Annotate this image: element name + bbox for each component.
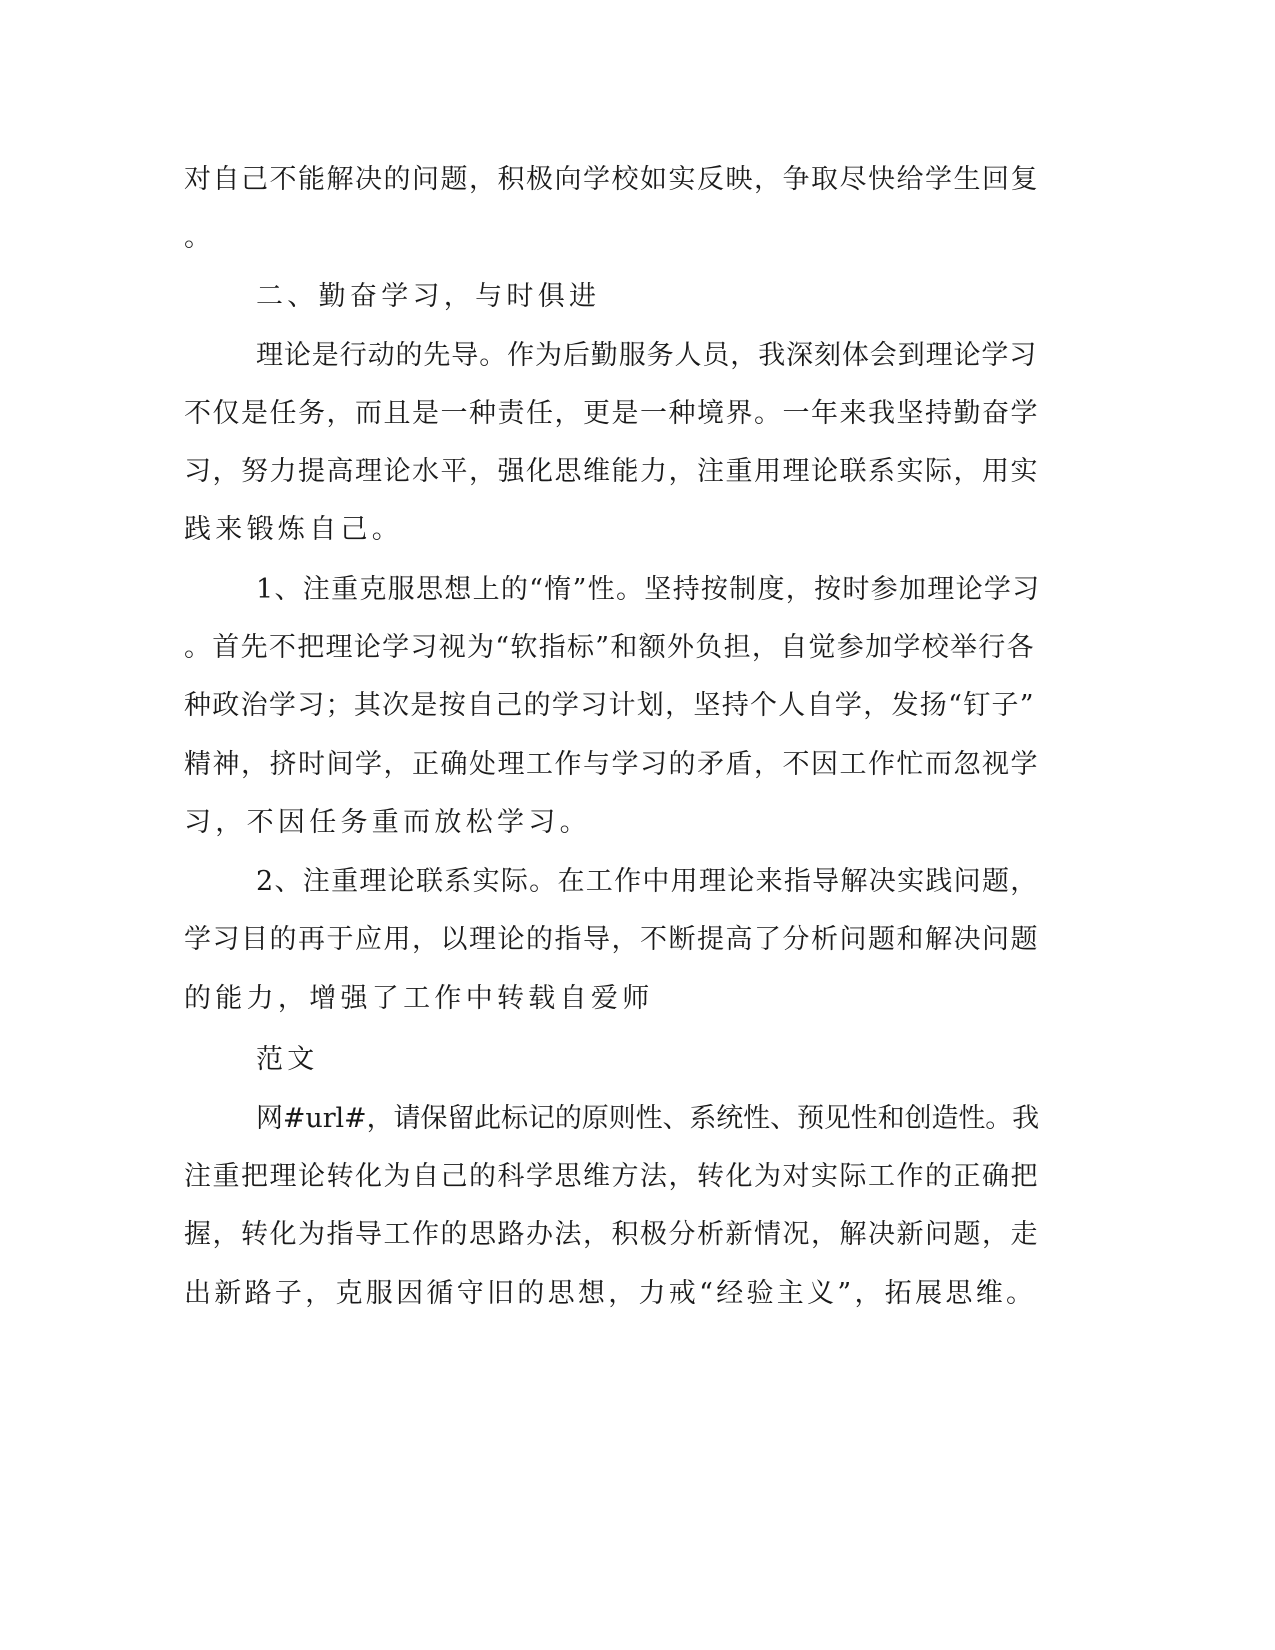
- text-line: 学习目的再于应用，以理论的指导，不断提高了分析问题和解决问题: [184, 924, 1039, 955]
- text-line: 种政治学习；其次是按自己的学习计划，坚持个人自学，发扬“钉子”: [184, 690, 1035, 721]
- text-line: 习，努力提高理论水平，强化思维能力，注重用理论联系实际，用实: [184, 456, 1039, 487]
- text-line: 握，转化为指导工作的思路办法，积极分析新情况，解决新问题，走: [184, 1219, 1039, 1250]
- text-line: 范文: [256, 1044, 319, 1075]
- text-line: 对自己不能解决的问题，积极向学校如实反映，争取尽快给学生回复: [184, 164, 1039, 195]
- text-line: 2、注重理论联系实际。在工作中用理论来指导解决实践问题，: [256, 866, 1039, 897]
- text-line: 网#url#，请保留此标记的原则性、系统性、预见性和创造性。我: [256, 1103, 1040, 1134]
- text-line: 精神，挤时间学，正确处理工作与学习的矛盾，不因工作忙而忽视学: [184, 749, 1039, 780]
- text-line: 注重把理论转化为自己的科学思维方法，转化为对实际工作的正确把: [184, 1161, 1039, 1192]
- text-line: 践来锻炼自己。: [184, 514, 404, 545]
- text-line: 的能力，增强了工作中转载自爱师: [184, 983, 654, 1014]
- section-heading: 二、勤奋学习，与时俱进: [256, 281, 601, 312]
- text-line: 。: [184, 222, 216, 253]
- text-line: 1、注重克服思想上的“惰”性。坚持按制度，按时参加理论学习: [256, 574, 1041, 605]
- text-line: 。首先不把理论学习视为“软指标”和额外负担，自觉参加学校举行各: [184, 632, 1035, 663]
- text-line: 出新路子，克服因循守旧的思想，力戒“经验主义”，拓展思维。: [184, 1278, 1037, 1309]
- text-line: 不仅是任务，而且是一种责任，更是一种境界。一年来我坚持勤奋学: [184, 398, 1039, 429]
- text-line: 理论是行动的先导。作为后勤服务人员，我深刻体会到理论学习: [256, 340, 1038, 371]
- text-line: 习，不因任务重而放松学习。: [184, 807, 591, 838]
